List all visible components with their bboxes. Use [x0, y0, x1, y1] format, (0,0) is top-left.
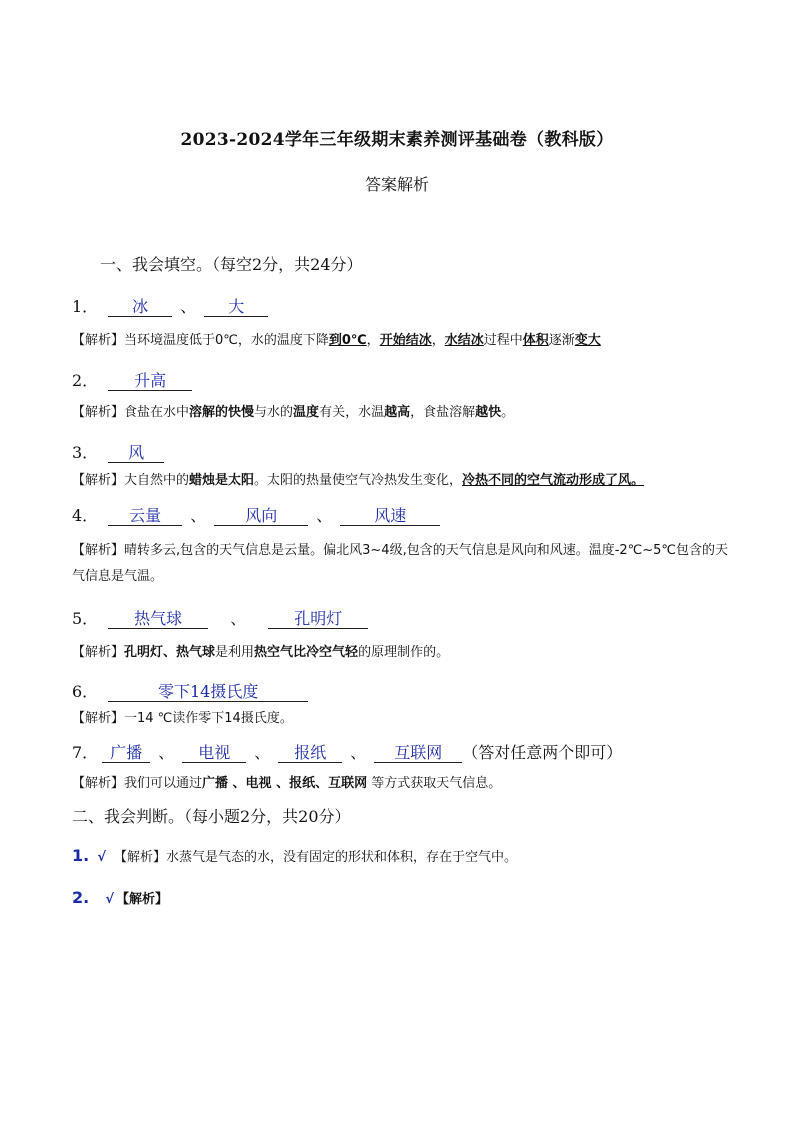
answer-blank: 风向 [214, 507, 308, 526]
question-1: 1． 冰 、 大 [72, 294, 268, 317]
question-3 [72, 440, 164, 463]
analysis-3: 【解析】大自然中的蜡烛是太阳。太阳的热量使空气冷热发生变化，冷热不同的空气流动形成了风。 [72, 473, 645, 488]
analysis-6: 【解析】一14 ℃读作零下14摄氏度。 [72, 711, 293, 726]
question-number: 4． [72, 506, 99, 525]
answer-blank: 报纸 [278, 744, 342, 763]
answer-note: （答对任意两个即可） [462, 743, 623, 762]
section-heading-fill: 一、我会填空。（每空2分，共24分） [100, 255, 363, 274]
answer-blank: 热气球 [108, 610, 208, 629]
question-number: 6． [72, 682, 99, 701]
question-2 [72, 368, 192, 391]
answer-blank: 广播 [102, 744, 150, 763]
analysis-5: 【解析】孔明灯、热气球是利用热空气比冷空气轻的原理制作的。 [72, 645, 450, 660]
judge-number: 1. [72, 846, 90, 865]
analysis-7: 【解析】我们可以通过广播 、电视 、报纸、互联网 等方式获取天气信息。 [72, 776, 502, 791]
answer-blank: 冰 [108, 298, 172, 317]
answer-blank: 风 [108, 444, 164, 463]
document-subtitle: 答案解析 [364, 175, 429, 194]
question-5: 5． 热气球 、 孔明灯 [72, 606, 368, 629]
question-number: 3． [72, 443, 99, 462]
check-mark-icon: √ [97, 850, 107, 865]
answer-blank: 电视 [182, 744, 246, 763]
section-heading-judge: 二、我会判断。（每小题2分，共20分） [72, 807, 351, 826]
question-7: 7． 广播 、 电视 、 报纸 、 互联网 （答对任意两个即可） [72, 743, 623, 762]
judge-1 [72, 846, 517, 865]
answer-blank: 云量 [108, 507, 182, 526]
judge-analysis: 【解析】水蒸气是气态的水，没有固定的形状和体积，存在于空气中。 [114, 850, 518, 865]
question-number: 2． [72, 371, 99, 390]
answer-blank: 孔明灯 [268, 610, 368, 629]
question-number: 5． [72, 609, 99, 628]
answer-blank: 风速 [340, 507, 440, 526]
answer-blank: 升高 [108, 372, 192, 391]
answer-blank: 大 [204, 298, 268, 317]
answer-blank: 零下14摄氏度 [108, 683, 308, 702]
document-title: 2023-2024学年三年级期末素养测评基础卷（教科版） [180, 130, 614, 150]
judge-2 [72, 888, 168, 907]
analysis-1: 【解析】当环境温度低于0℃，水的温度下降到0℃，开始结冰，水结冰过程中体积逐渐变大 [72, 333, 601, 348]
question-number: 1． [72, 297, 99, 316]
judge-analysis: 【解析】 [116, 892, 169, 907]
question-6 [72, 679, 308, 702]
judge-number: 2. [72, 888, 90, 907]
question-4: 4． 云量 、 风向 、 风速 [72, 503, 440, 526]
analysis-4: 【解析】晴转多云,包含的天气信息是云量。偏北风3~4级,包含的天气信息是风向和风速。温度-2℃~5℃包含的天气信息是气温。 [72, 543, 729, 584]
analysis-2: 【解析】食盐在水中溶解的快慢与水的温度有关，水温越高，食盐溶解越快。 [72, 405, 515, 420]
question-number: 7． [72, 743, 99, 762]
answer-blank: 互联网 [374, 744, 462, 763]
check-mark-icon: √ [105, 892, 115, 907]
